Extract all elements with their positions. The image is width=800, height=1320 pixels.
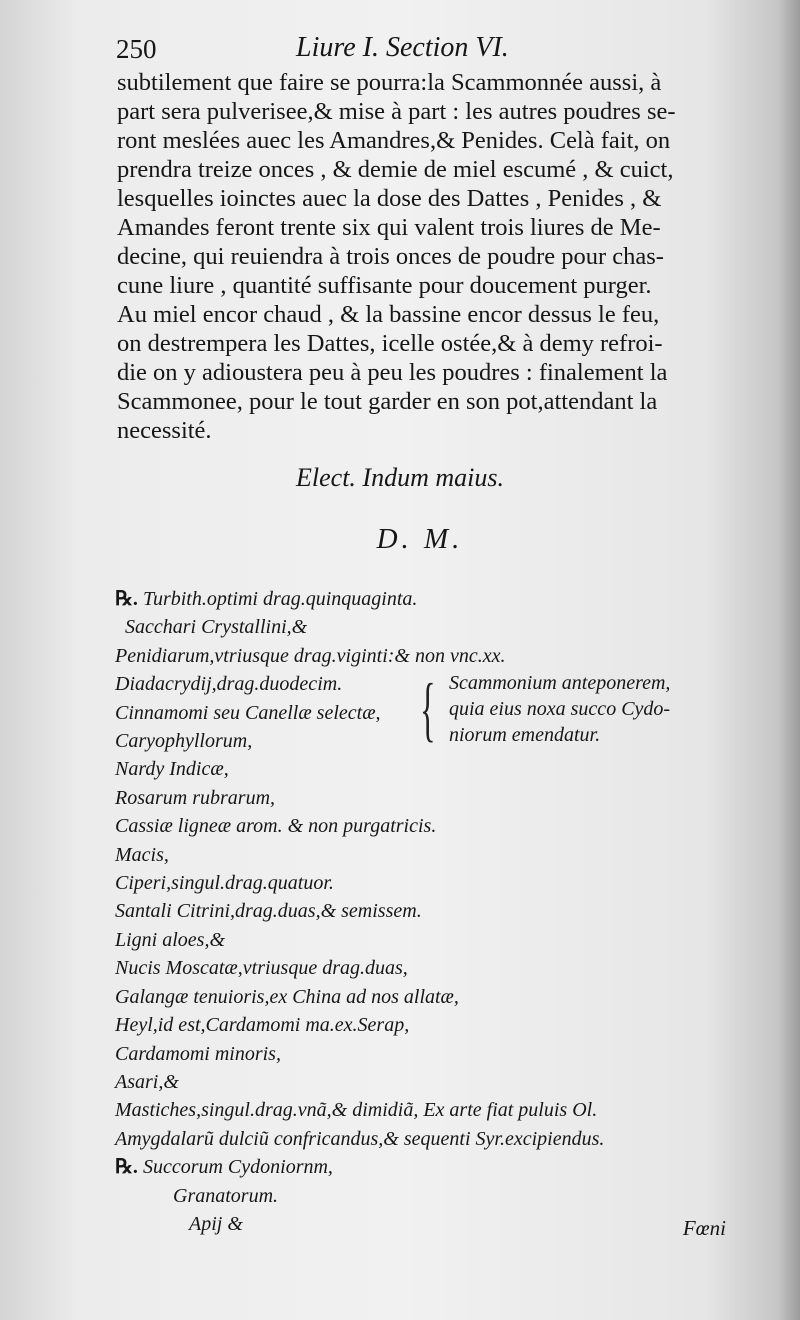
body-line: cune liure , quantité suffisante pour doucement purger.: [117, 272, 652, 299]
body-line: lesquelles ioinctes auec la dose des Dattes , Penides , &: [117, 185, 662, 212]
recipe-ingredient: Nucis Moscatæ,vtriusque drag.duas,: [115, 957, 408, 980]
side-note-line: quia eius noxa succo Cydo-: [449, 698, 671, 720]
body-line: part sera pulverisee,& mise à part : les autres poudres se-: [117, 98, 676, 125]
recipe-ingredient: Rosarum rubrarum,: [115, 786, 276, 809]
recipe-ingredient: Cassiæ ligneæ arom. & non purgatricis.: [115, 815, 437, 838]
running-head: Liure I. Section VI.: [296, 32, 509, 63]
body-line: on destrempera les Dattes, icelle ostée,& à demy refroi-: [117, 330, 663, 357]
recipe-ingredient: Turbith.optimi drag.quinquaginta.: [142, 588, 418, 610]
body-line: Au miel encor chaud , & la bassine encor dessus le feu,: [117, 301, 660, 328]
recipe-ingredient: Granatorum.: [173, 1184, 279, 1207]
recipe-ingredient: Mastiches,singul.drag.vnã,& dimidiã, Ex arte fiat puluis Ol.: [115, 1099, 598, 1122]
recipe-ingredient: Galangæ tenuioris,ex China ad nos allatæ,: [115, 985, 459, 1008]
body-line: decine, qui reuiendra à trois onces de poudre pour chas-: [117, 243, 664, 270]
body-line: necessité.: [117, 417, 212, 444]
body-line: Amandes feront trente six qui valent trois liures de Me-: [117, 214, 661, 241]
recipe-ingredient: Heyl,id est,Cardamomi ma.ex.Serap,: [115, 1014, 410, 1037]
recipe-ingredient: Sacchari Crystallini,&: [125, 616, 308, 639]
recipe-ingredient: Macis,: [115, 843, 169, 866]
body-line: subtilement que faire se pourra:la Scammonnée aussi, à: [117, 69, 662, 96]
recipe-ingredient: Asari,&: [115, 1070, 179, 1093]
recipe-ingredient: Succorum Cydoniornm,: [142, 1156, 333, 1179]
section-subtitle: D. M.: [376, 523, 464, 555]
recipe-ingredient: Amygdalarũ dulciũ confricandus,& sequenti Syr.excipiendus.: [115, 1127, 605, 1150]
side-note-line: niorum emendatur.: [449, 724, 601, 746]
recipe-ingredient: Apij &: [189, 1212, 243, 1235]
body-paragraph: [117, 68, 737, 445]
page-number: 250: [116, 34, 157, 64]
recipe-ingredient: Ciperi,singul.drag.quatuor.: [115, 872, 334, 895]
recipe-symbol: ℞.: [115, 1156, 138, 1179]
body-line: die on y adioustera peu à peu les poudres : finalement la: [117, 359, 668, 386]
body-line: Scammonee, pour le tout garder en son pot,attendant la: [117, 388, 658, 415]
recipe-ingredient: Caryophyllorum,: [115, 730, 253, 753]
curly-brace-icon: {: [420, 669, 436, 749]
catchword: Fœni: [682, 1216, 726, 1240]
recipe-ingredient: Cinnamomi seu Canellæ selectæ,: [115, 701, 381, 724]
recipe-ingredient: Diadacrydij,drag.duodecim.: [115, 673, 343, 696]
body-line: prendra treize onces , & demie de miel escumé , & cuict,: [117, 156, 674, 183]
section-title: Elect. Indum maius.: [296, 463, 504, 492]
body-line: ront meslées auec les Amandres,& Penides. Celà fait, on: [117, 127, 671, 154]
recipe-ingredient: Cardamomi minoris,: [115, 1042, 281, 1065]
recipe-ingredient: Santali Citrini,drag.duas,& semissem.: [115, 900, 422, 923]
recipe-line: [115, 1153, 755, 1181]
recipe-ingredient: Ligni aloes,&: [115, 928, 226, 951]
recipe-ingredient: Penidiarum,vtriusque drag.viginti:& non vnc.xx.: [115, 644, 506, 667]
recipe-line: [115, 585, 755, 613]
side-note-line: Scammonium anteponerem,: [449, 672, 671, 694]
page-edge-shadow: [778, 0, 800, 1320]
page-header: [116, 30, 736, 70]
recipe-ingredient: Nardy Indicæ,: [115, 758, 229, 781]
side-note: [449, 670, 759, 748]
recipe-symbol: ℞.: [115, 588, 138, 610]
